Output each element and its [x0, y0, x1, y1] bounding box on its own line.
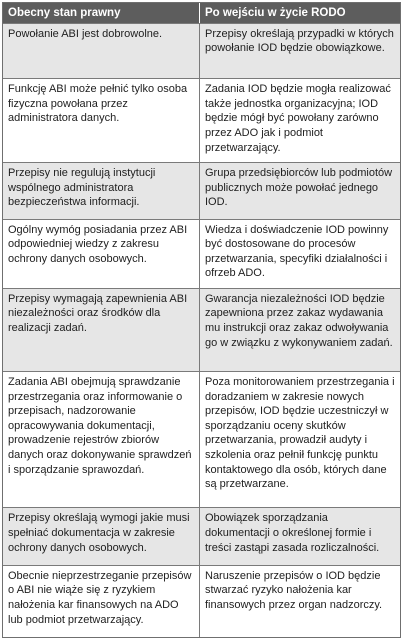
current-law-cell: Funkcję ABI może pełnić tylko osoba fizyczna powołana przez administratora danych. [3, 79, 200, 162]
table-row [3, 565, 400, 637]
table-row [3, 162, 400, 218]
after-rodo-cell: Wiedza i doświadczenie IOD powinny być dostosowane do procesów przetwarzania, specyfiki działalności i ofrzeb ADO. [205, 223, 389, 280]
header-current-law: Obecny stan prawny [3, 3, 200, 23]
current-law-cell: Zadania ABI obejmują sprawdzanie przestrzegania oraz informowanie o przepisach, nadzorowanie opracowywania dokumentacji, prowadzenie rejestrów zbiorów danych oraz dokonywanie sprawdzeń i sporządzanie sprawozdań. [3, 372, 200, 507]
comparison-table [2, 2, 401, 638]
after-rodo-cell: Obowiązek sporządzania dokumentacji o określonej formie i treści zastąpi zasada rozliczalności. [205, 512, 380, 554]
table-row [3, 219, 400, 288]
header-after-rodo: Po wejściu w życie RODO [205, 7, 346, 19]
after-rodo-cell: Poza monitorowaniem przestrzegania i doradzaniem w zakresie nowych przepisów, IOD będzie uczestniczył w sporządzaniu oceny skutków przetwarzania, prowadził audyty i szkolenia oraz pełnił funkcję punktu kontaktowego dla osób, których dane są przetwarzane. [205, 375, 395, 491]
after-rodo-cell: Naruszenie przepisów o IOD będzie stwarzać ryzyko nałożenia kar finansowych przez organ nadzorczy. [205, 569, 383, 611]
table-header-row [3, 3, 400, 23]
current-law-cell: Powołanie ABI jest dobrowolne. [3, 24, 200, 78]
current-law-cell: Przepisy określają wymogi jakie musi spełniać dokumentacja w zakresie ochrony danych osobowych. [3, 508, 200, 564]
current-law-cell: Przepisy wymagają zapewnienia ABI niezależności oraz środków dla realizacji zadań. [3, 289, 200, 371]
table-row [3, 78, 400, 162]
table-row [3, 23, 400, 78]
table-row [3, 507, 400, 564]
table-row [3, 288, 400, 371]
table-row [3, 371, 400, 507]
after-rodo-cell: Zadania IOD będzie mogła realizować także jednostka organizacyjna; IOD będzie mógł być powołany zarówno przez ADO jak i podmiot przetwarzający. [205, 83, 391, 154]
after-rodo-cell: Przepisy określają przypadki w których powołanie IOD będzie obowiązkowe. [205, 27, 394, 55]
after-rodo-cell: Grupa przedsiębiorców lub podmiotów publicznych może powołać jednego IOD. [205, 167, 393, 209]
current-law-cell: Obecnie nieprzestrzeganie przepisów o ABI nie wiąże się z ryzykiem nałożenia kar finansowych na ADO lub podmiot przetwarzający. [3, 566, 200, 637]
after-rodo-cell: Gwarancja niezależności IOD będzie zapewniona przez zakaz wydawania mu instrukcji oraz zakaz odwoływania go w związku z wykonywaniem zadań. [205, 292, 393, 349]
current-law-cell: Przepisy nie regulują instytucji wspólnego administratora bezpieczeństwa informacji. [3, 163, 200, 218]
current-law-cell: Ogólny wymóg posiadania przez ABI odpowiedniej wiedzy z zakresu ochrony danych osobowych. [3, 220, 200, 288]
